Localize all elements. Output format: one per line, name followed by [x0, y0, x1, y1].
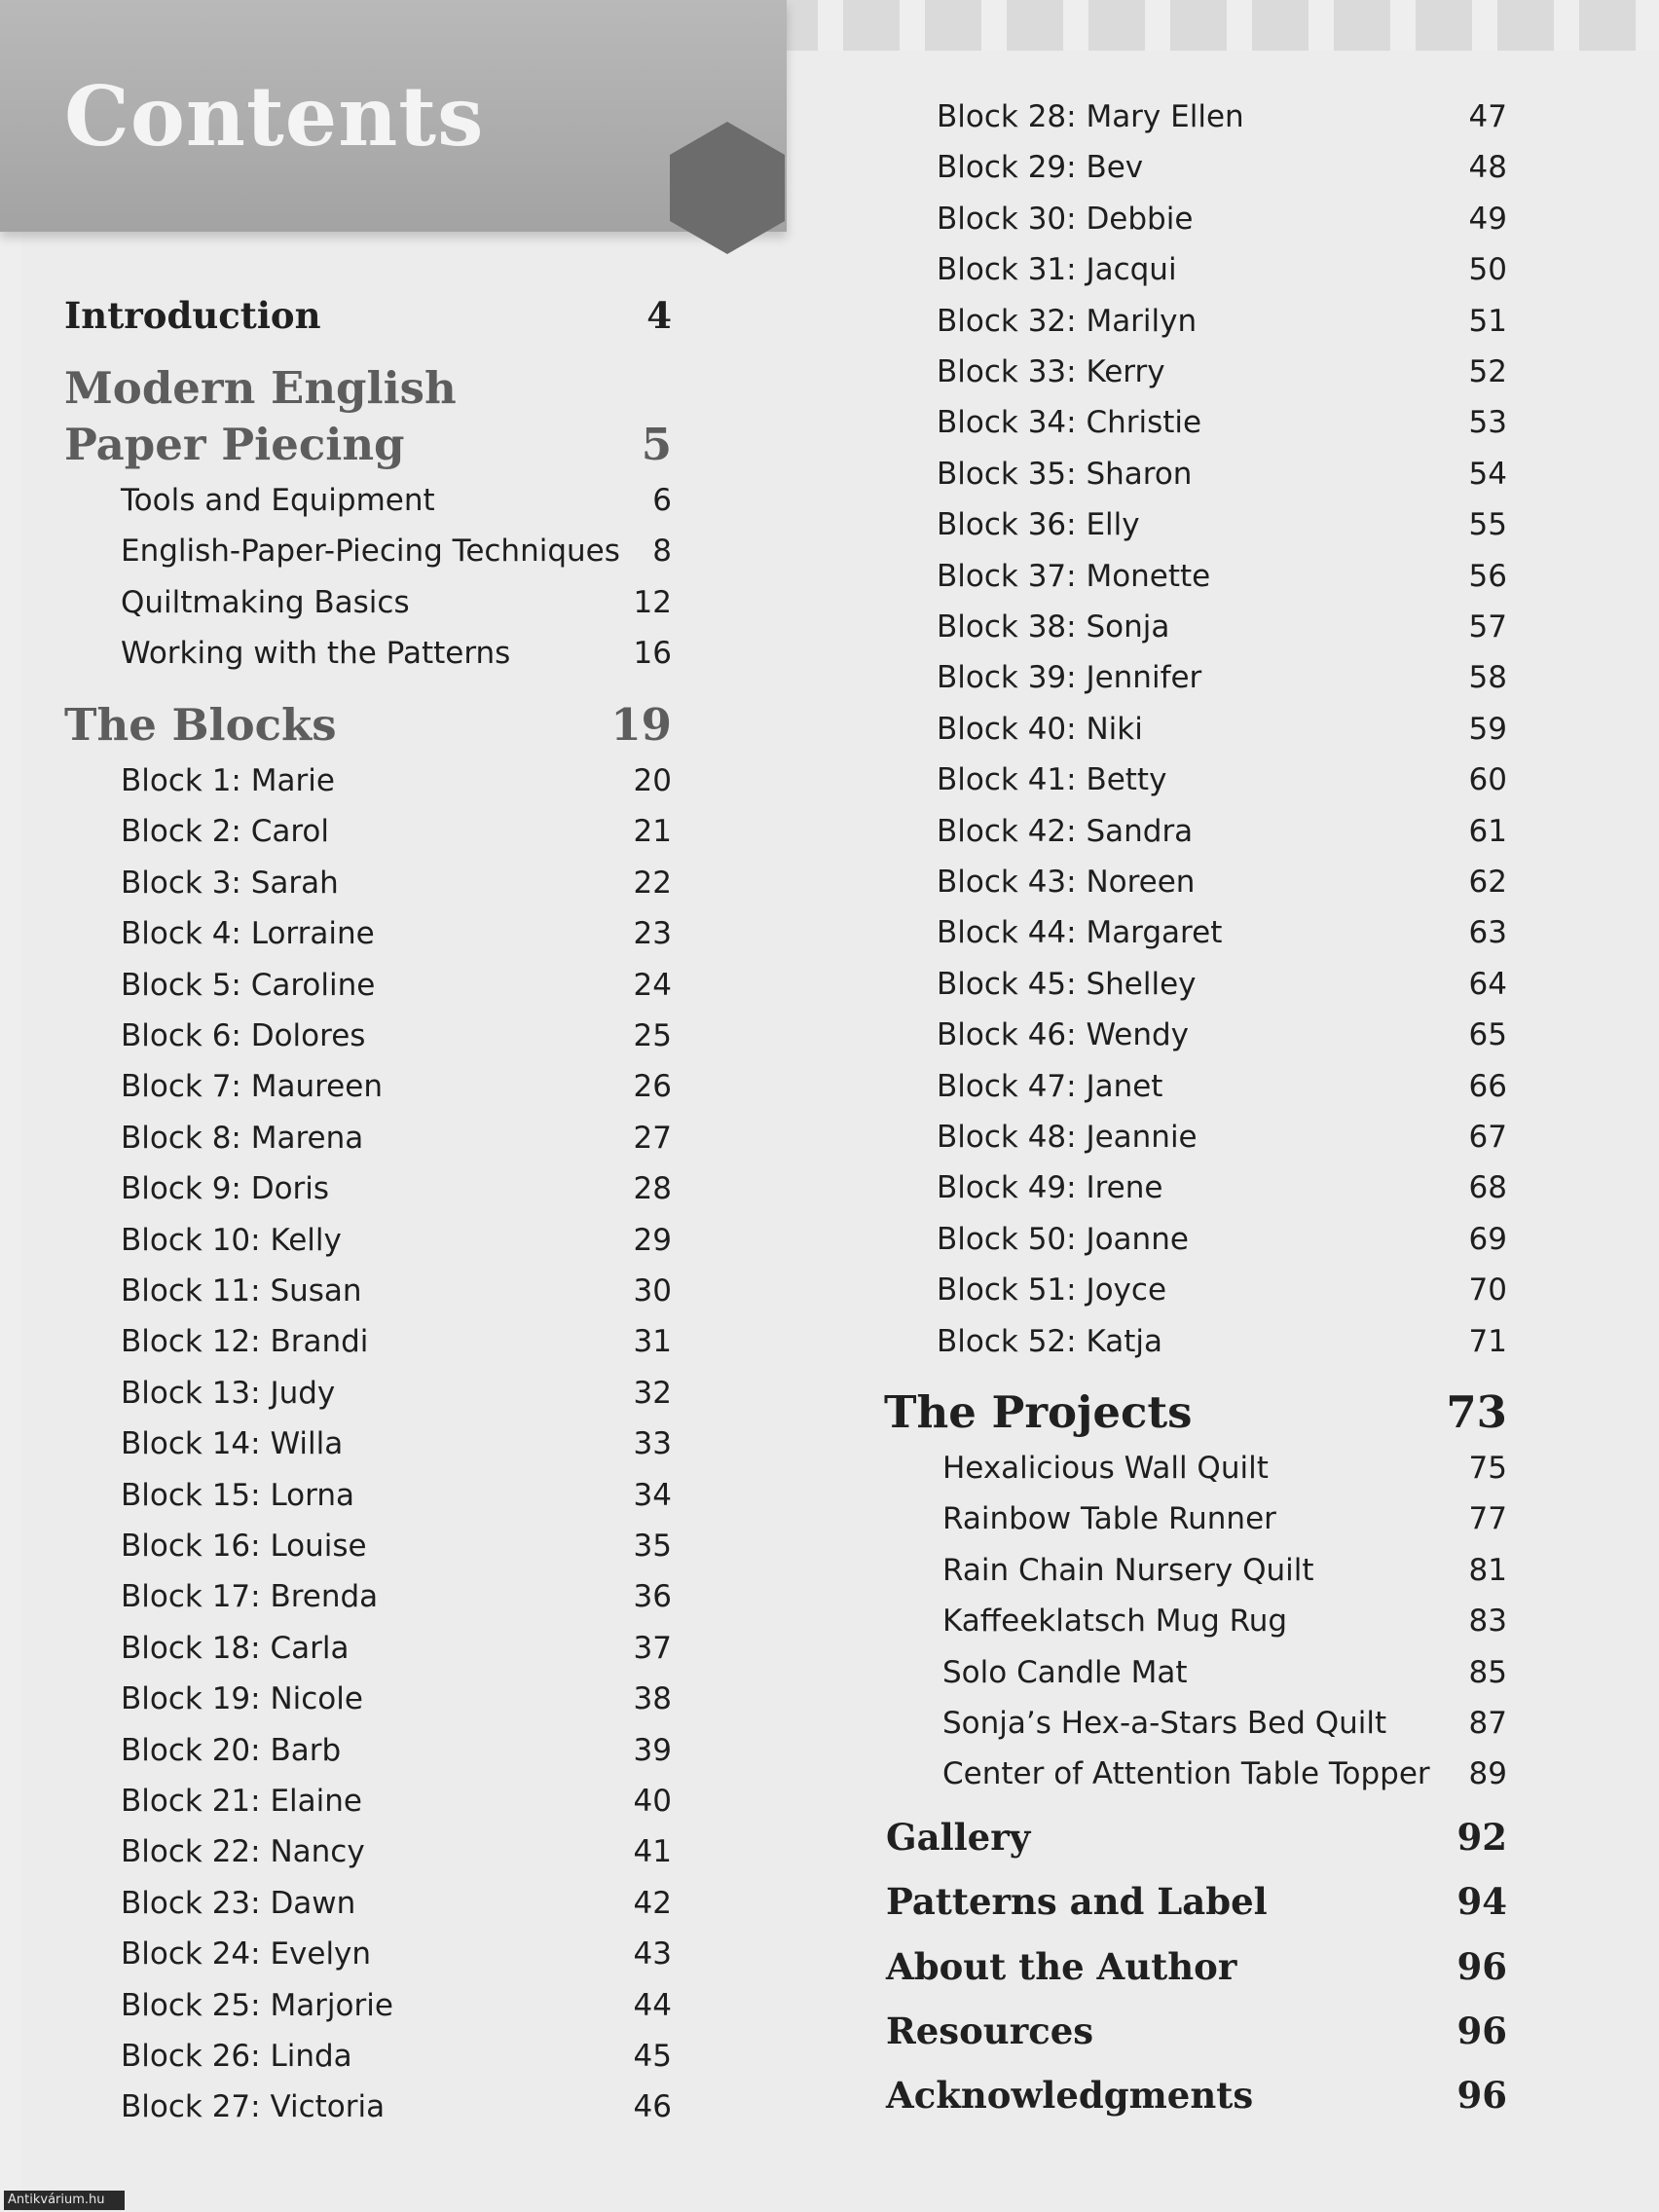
toc-block-entry-label: Block 40: Niki [937, 711, 1143, 747]
toc-block-entry-label: Block 16: Louise [121, 1529, 367, 1564]
toc-block-entry-label: Block 51: Joyce [937, 1272, 1167, 1309]
toc-project-entry-label: Sonja’s Hex-a-Stars Bed Quilt [942, 1706, 1387, 1741]
toc-block-entry[interactable] [884, 762, 1507, 813]
toc-block-entry[interactable] [884, 967, 1507, 1017]
toc-major-entry[interactable] [884, 1816, 1507, 1880]
toc-major-entry-page: 94 [1456, 1880, 1507, 1924]
toc-block-entry-page: 38 [633, 1681, 672, 1717]
toc-block-entry-label: Block 41: Betty [937, 762, 1167, 798]
toc-project-entry-page: 77 [1468, 1501, 1507, 1537]
toc-major-entry-page: 96 [1456, 2074, 1507, 2118]
toc-block-entry-label: Block 39: Jennifer [937, 660, 1202, 696]
toc-project-entry-page: 83 [1468, 1604, 1507, 1640]
toc-subentry-page: 6 [652, 483, 672, 518]
toc-block-entry[interactable] [64, 814, 672, 865]
toc-project-entry-label: Solo Candle Mat [942, 1654, 1188, 1690]
toc-major-entry[interactable] [884, 1945, 1507, 2009]
toc-block-entry[interactable] [884, 99, 1507, 150]
toc-block-entry[interactable] [64, 1733, 672, 1784]
toc-block-entry-page: 22 [633, 865, 672, 901]
toc-block-entry[interactable] [64, 866, 672, 916]
toc-block-entry-label: Block 18: Carla [121, 1630, 350, 1666]
toc-block-entry-label: Block 11: Susan [121, 1273, 362, 1309]
toc-block-entry[interactable] [884, 814, 1507, 865]
toc-block-entry-page: 26 [633, 1069, 672, 1105]
toc-block-entry[interactable] [64, 763, 672, 814]
toc-block-entry[interactable] [64, 1784, 672, 1834]
page-title: Contents [64, 68, 485, 165]
toc-subentry[interactable] [64, 483, 672, 534]
toc-section-projects[interactable] [884, 1386, 1507, 1441]
toc-project-entry-page: 85 [1468, 1654, 1507, 1690]
toc-block-entry[interactable] [64, 2089, 672, 2140]
toc-block-entry[interactable] [64, 1171, 672, 1222]
toc-left-column [64, 0, 672, 2212]
toc-project-entry-page: 75 [1468, 1451, 1507, 1486]
toc-block-entry-page: 62 [1468, 865, 1507, 900]
toc-block-entry-page: 42 [633, 1885, 672, 1921]
toc-block-entry-page: 52 [1468, 354, 1507, 389]
toc-project-entry-label: Rain Chain Nursery Quilt [942, 1552, 1314, 1588]
toc-major-entry-label: About the Author [886, 1944, 1237, 1988]
toc-major-entry[interactable] [884, 2074, 1507, 2138]
toc-block-entry[interactable] [64, 1018, 672, 1069]
toc-block-entry-label: Block 5: Caroline [121, 967, 376, 1003]
toc-project-entry-label: Rainbow Table Runner [942, 1501, 1276, 1537]
toc-block-entry[interactable] [64, 1223, 672, 1273]
toc-block-entry-label: Block 38: Sonja [937, 609, 1170, 645]
toc-block-entry-label: Block 12: Brandi [121, 1324, 369, 1360]
toc-block-entry[interactable] [884, 609, 1507, 660]
toc-block-entry[interactable] [884, 1272, 1507, 1323]
toc-block-entry-page: 61 [1468, 813, 1507, 849]
toc-block-entry-page: 37 [633, 1630, 672, 1666]
toc-block-entry[interactable] [64, 1631, 672, 1681]
toc-subentry-page: 12 [633, 584, 672, 620]
toc-block-entry[interactable] [884, 1222, 1507, 1272]
toc-block-entry-label: Block 34: Christie [937, 405, 1202, 441]
toc-block-entry-page: 68 [1468, 1170, 1507, 1206]
toc-block-entry[interactable] [884, 202, 1507, 252]
toc-section-modern[interactable] [64, 362, 672, 469]
toc-block-entry-label: Block 2: Carol [121, 814, 330, 850]
toc-project-entry[interactable] [884, 1501, 1507, 1552]
toc-project-entry[interactable] [884, 1756, 1507, 1807]
toc-block-entry[interactable] [884, 1120, 1507, 1170]
toc-block-entry-label: Block 30: Debbie [937, 201, 1194, 237]
toc-block-entry[interactable] [64, 1579, 672, 1630]
toc-block-entry[interactable] [884, 660, 1507, 711]
toc-block-entry-page: 60 [1468, 762, 1507, 798]
toc-block-entry-page: 24 [633, 967, 672, 1003]
toc-block-entry-label: Block 22: Nancy [121, 1834, 365, 1870]
toc-right-column [884, 0, 1507, 2212]
toc-section-label: The Blocks [64, 699, 337, 751]
toc-block-entry-label: Block 32: Marilyn [937, 303, 1198, 339]
toc-block-entry-page: 39 [633, 1732, 672, 1768]
toc-project-entry-page: 89 [1468, 1756, 1507, 1792]
toc-block-entry-page: 34 [633, 1477, 672, 1513]
toc-project-entry[interactable] [884, 1553, 1507, 1604]
toc-major-entry-page: 96 [1456, 1944, 1507, 1988]
toc-block-entry-label: Block 13: Judy [121, 1375, 336, 1411]
toc-block-entry-label: Block 23: Dawn [121, 1885, 356, 1921]
toc-block-entry-page: 30 [633, 1273, 672, 1309]
toc-block-entry-page: 71 [1468, 1323, 1507, 1359]
toc-block-entry-page: 28 [633, 1171, 672, 1207]
toc-subentry[interactable] [64, 585, 672, 636]
toc-block-entry-label: Block 45: Shelley [937, 966, 1197, 1002]
toc-major-entry-label: Gallery [886, 1816, 1031, 1859]
toc-block-entry-label: Block 31: Jacqui [937, 252, 1177, 288]
toc-block-entry-page: 41 [633, 1834, 672, 1870]
toc-block-entry[interactable] [64, 916, 672, 967]
toc-block-entry-page: 51 [1468, 303, 1507, 339]
toc-block-entry-page: 66 [1468, 1068, 1507, 1104]
toc-section-page: 19 [610, 699, 672, 751]
toc-block-entry-label: Block 48: Jeannie [937, 1120, 1198, 1155]
toc-major-entry[interactable] [884, 2009, 1507, 2074]
toc-block-entry[interactable] [884, 915, 1507, 966]
toc-block-entry-label: Block 19: Nicole [121, 1681, 363, 1717]
toc-block-entry[interactable] [884, 405, 1507, 456]
toc-subentry-label: English-Paper-Piecing Techniques [121, 534, 620, 570]
toc-block-entry-label: Block 25: Marjorie [121, 1987, 393, 2023]
toc-block-entry-label: Block 9: Doris [121, 1171, 330, 1207]
toc-block-entry[interactable] [884, 1324, 1507, 1375]
toc-block-entry-page: 33 [633, 1426, 672, 1462]
toc-section-page: 73 [1446, 1386, 1507, 1438]
toc-block-entry-label: Block 29: Bev [937, 150, 1144, 186]
toc-project-entry[interactable] [884, 1451, 1507, 1501]
toc-block-entry-page: 45 [633, 2039, 672, 2074]
toc-subentry-label: Working with the Patterns [121, 636, 511, 672]
toc-block-entry-label: Block 20: Barb [121, 1732, 342, 1768]
toc-block-entry-label: Block 3: Sarah [121, 865, 339, 901]
toc-block-entry-label: Block 50: Joanne [937, 1221, 1189, 1257]
toc-major-entry-page: 92 [1456, 1816, 1507, 1859]
toc-block-entry[interactable] [64, 2039, 672, 2089]
toc-block-entry-page: 65 [1468, 1017, 1507, 1053]
toc-block-entry[interactable] [64, 1681, 672, 1732]
toc-section-blocks[interactable] [64, 699, 672, 754]
toc-block-entry[interactable] [64, 1988, 672, 2039]
toc-block-entry-page: 70 [1468, 1272, 1507, 1309]
toc-subentry[interactable] [64, 534, 672, 584]
toc-block-entry[interactable] [884, 354, 1507, 405]
toc-block-entry-label: Block 43: Noreen [937, 865, 1196, 900]
toc-block-entry[interactable] [884, 1069, 1507, 1120]
toc-block-entry[interactable] [64, 1426, 672, 1477]
toc-block-entry-page: 48 [1468, 150, 1507, 186]
toc-block-entry-page: 31 [633, 1324, 672, 1360]
toc-block-entry-label: Block 15: Lorna [121, 1477, 354, 1513]
toc-block-entry-label: Block 26: Linda [121, 2039, 352, 2074]
toc-block-entry-label: Block 24: Evelyn [121, 1936, 372, 1972]
toc-major-entry-label: Patterns and Label [886, 1880, 1268, 1924]
toc-block-entry-page: 54 [1468, 456, 1507, 492]
toc-block-entry-label: Block 35: Sharon [937, 456, 1193, 492]
toc-block-entry[interactable] [884, 1170, 1507, 1221]
toc-block-entry-page: 64 [1468, 966, 1507, 1002]
toc-block-entry-page: 46 [633, 2089, 672, 2125]
toc-block-entry-label: Block 8: Marena [121, 1120, 364, 1156]
toc-block-entry-label: Block 7: Maureen [121, 1069, 383, 1105]
toc-block-entry-label: Block 17: Brenda [121, 1579, 379, 1615]
toc-block-entry[interactable] [64, 1273, 672, 1324]
toc-block-entry-label: Block 1: Marie [121, 763, 335, 798]
toc-block-entry[interactable] [64, 1834, 672, 1885]
toc-block-entry[interactable] [884, 559, 1507, 609]
toc-subentry-page: 8 [652, 534, 672, 570]
toc-block-entry-label: Block 49: Irene [937, 1170, 1163, 1206]
toc-project-entry[interactable] [884, 1604, 1507, 1654]
toc-block-entry-label: Block 47: Janet [937, 1068, 1163, 1104]
toc-major-entry-label: Resources [886, 2009, 1094, 2052]
toc-project-entry[interactable] [884, 1655, 1507, 1706]
toc-block-entry-page: 40 [633, 1784, 672, 1819]
toc-subentry-label: Tools and Equipment [121, 483, 435, 518]
toc-block-entry[interactable] [64, 1376, 672, 1426]
toc-subentry[interactable] [64, 636, 672, 686]
toc-block-entry-label: Block 21: Elaine [121, 1784, 362, 1819]
toc-block-entry-page: 27 [633, 1120, 672, 1156]
toc-block-entry-page: 44 [633, 1987, 672, 2023]
toc-section-label-line2: Paper Piecing [64, 419, 405, 470]
toc-subentry-label: Quiltmaking Basics [121, 584, 410, 620]
toc-block-entry[interactable] [64, 968, 672, 1018]
toc-block-entry[interactable] [64, 1121, 672, 1171]
toc-block-entry-page: 55 [1468, 507, 1507, 543]
toc-block-entry-page: 57 [1468, 609, 1507, 645]
toc-block-entry-page: 69 [1468, 1221, 1507, 1257]
toc-block-entry[interactable] [884, 252, 1507, 303]
toc-block-entry-page: 53 [1468, 405, 1507, 441]
toc-block-entry[interactable] [884, 865, 1507, 915]
toc-subentry-page: 16 [633, 636, 672, 672]
toc-block-entry-label: Block 52: Katja [937, 1323, 1162, 1359]
toc-block-entry-page: 36 [633, 1579, 672, 1615]
toc-block-entry-label: Block 42: Sandra [937, 813, 1194, 849]
toc-block-entry-label: Block 33: Kerry [937, 354, 1165, 389]
toc-block-entry-label: Block 36: Elly [937, 507, 1140, 543]
toc-block-entry-page: 49 [1468, 201, 1507, 237]
toc-block-entry-label: Block 37: Monette [937, 558, 1211, 594]
toc-block-entry-page: 20 [633, 763, 672, 798]
toc-project-entry-label: Center of Attention Table Topper [942, 1756, 1430, 1792]
toc-major-entry-label: Acknowledgments [886, 2074, 1254, 2118]
toc-block-entry-page: 25 [633, 1018, 672, 1053]
toc-block-entry[interactable] [884, 304, 1507, 354]
toc-block-entry-page: 29 [633, 1222, 672, 1258]
toc-block-entry[interactable] [64, 1069, 672, 1120]
toc-block-entry-page: 63 [1468, 915, 1507, 951]
toc-block-entry-label: Block 4: Lorraine [121, 916, 375, 952]
toc-section-page: 5 [641, 419, 672, 470]
toc-entry-introduction[interactable] [64, 294, 672, 339]
toc-block-entry[interactable] [884, 150, 1507, 201]
toc-block-entry-page: 67 [1468, 1120, 1507, 1155]
toc-block-entry-page: 59 [1468, 711, 1507, 747]
toc-section-label-line1: Modern English [64, 362, 457, 414]
toc-block-entry[interactable] [64, 1324, 672, 1375]
toc-block-entry-page: 58 [1468, 660, 1507, 696]
toc-block-entry[interactable] [64, 1936, 672, 1987]
toc-block-entry-page: 43 [633, 1936, 672, 1972]
toc-block-entry[interactable] [884, 507, 1507, 558]
toc-block-entry-label: Block 10: Kelly [121, 1222, 342, 1258]
toc-block-entry-page: 35 [633, 1529, 672, 1564]
toc-major-entry-page: 96 [1456, 2009, 1507, 2052]
toc-block-entry[interactable] [64, 1478, 672, 1529]
toc-block-entry[interactable] [64, 1529, 672, 1579]
toc-block-entry-label: Block 28: Mary Ellen [937, 99, 1244, 134]
toc-block-entry[interactable] [64, 1886, 672, 1936]
toc-block-entry-label: Block 46: Wendy [937, 1017, 1190, 1053]
toc-block-entry-page: 23 [633, 916, 672, 952]
toc-block-entry-page: 56 [1468, 558, 1507, 594]
toc-block-entry[interactable] [884, 1017, 1507, 1068]
toc-project-entry[interactable] [884, 1706, 1507, 1756]
toc-entry-page: 4 [646, 294, 672, 337]
toc-block-entry-page: 21 [633, 814, 672, 850]
toc-major-entry[interactable] [884, 1880, 1507, 1944]
toc-block-entry-label: Block 14: Willa [121, 1426, 344, 1462]
toc-block-entry-page: 50 [1468, 252, 1507, 288]
toc-project-entry-label: Hexalicious Wall Quilt [942, 1451, 1269, 1486]
toc-block-entry-label: Block 44: Margaret [937, 915, 1223, 951]
watermark: Antikvárium.hu [4, 2191, 125, 2210]
toc-block-entry-page: 32 [633, 1375, 672, 1411]
toc-project-entry-page: 81 [1468, 1552, 1507, 1588]
toc-block-entry[interactable] [884, 457, 1507, 507]
toc-block-entry[interactable] [884, 712, 1507, 762]
toc-block-entry-page: 47 [1468, 99, 1507, 134]
toc-entry-label: Introduction [64, 294, 321, 337]
toc-section-label: The Projects [884, 1386, 1193, 1438]
toc-block-entry-label: Block 27: Victoria [121, 2089, 386, 2125]
toc-project-entry-page: 87 [1468, 1706, 1507, 1741]
toc-project-entry-label: Kaffeeklatsch Mug Rug [942, 1604, 1288, 1640]
toc-block-entry-label: Block 6: Dolores [121, 1018, 366, 1053]
